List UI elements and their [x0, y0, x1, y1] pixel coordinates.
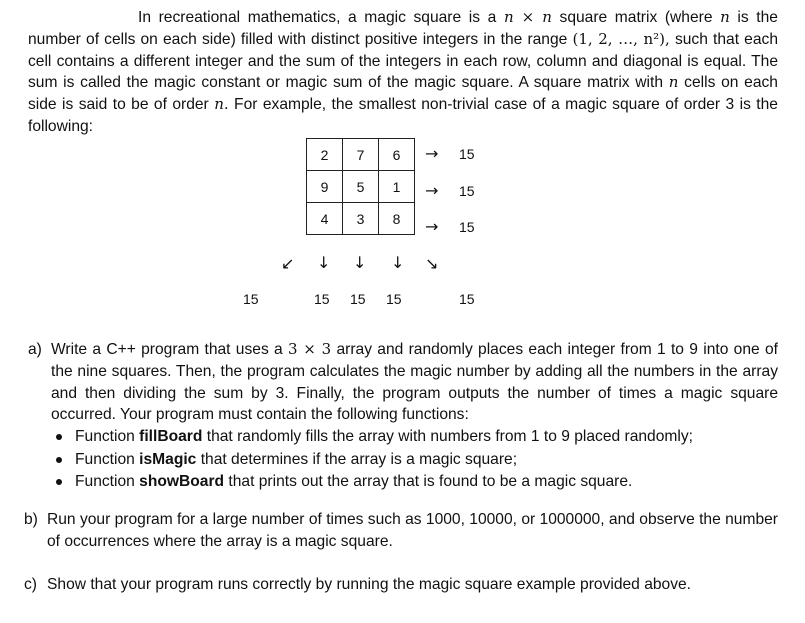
math-n-by-n: n × n	[503, 8, 552, 26]
part-b	[24, 509, 778, 553]
math-n: n	[720, 8, 730, 26]
row-sum: 15	[459, 219, 475, 235]
part-a-body	[51, 339, 778, 493]
grid-cell: 4	[307, 203, 343, 235]
arrow-right-icon: →	[425, 144, 439, 163]
column-sum: 15	[314, 291, 330, 307]
function-desc: that randomly fills the array with numbers from 1 to 9 placed randomly;	[206, 428, 693, 446]
function-name: showBoard	[139, 473, 225, 490]
list-item	[51, 449, 778, 471]
function-name: isMagic	[139, 450, 197, 468]
part-b-body: Run your program for a large number of times such as 1000, 10000, or 1000000, and observe the number of occurrences where the array is a magic square.	[47, 511, 778, 550]
part-a-text: array and randomly places each integer from 1 to 9 into one of the nine squares. Then, the program calculates the magic number by adding all the numbers in the array and then dividing the sum by 3. Finally, the program outputs the number of times a magic square occurred. Your program must contain the following functions:	[51, 341, 778, 424]
arrow-down-icon: ↓	[317, 253, 331, 272]
part-c-body: Show that your program runs correctly by running the magic square example provided above.	[47, 576, 692, 593]
grid-cell: 6	[379, 139, 415, 171]
part-c	[24, 574, 778, 596]
math-n: n.	[214, 95, 229, 114]
grid-cell: 7	[343, 139, 379, 171]
list-item	[51, 426, 778, 448]
math-dims: 3 × 3	[288, 340, 332, 358]
part-c-label: c)	[24, 576, 37, 593]
grid-cell: 3	[343, 203, 379, 235]
list-item	[51, 471, 778, 493]
grid-row	[307, 139, 415, 171]
arrow-down-icon: ↓	[353, 253, 367, 272]
function-desc: that prints out the array that is found to be a magic square.	[228, 473, 633, 490]
magic-square-grid	[306, 138, 415, 235]
arrow-down-icon: ↓	[391, 253, 405, 272]
function-prefix: Function	[75, 473, 135, 490]
function-prefix: Function	[75, 450, 135, 468]
part-b-label: b)	[24, 511, 38, 528]
function-prefix: Function	[75, 428, 135, 446]
intro-paragraph	[28, 7, 778, 138]
grid-row	[307, 203, 415, 235]
grid-cell: 1	[379, 171, 415, 203]
column-sum: 15	[350, 291, 366, 307]
part-a-label: a)	[28, 341, 42, 358]
grid-cell: 9	[307, 171, 343, 203]
intro-text: cells on each side is said to be of order	[28, 74, 778, 114]
column-sum: 15	[386, 291, 402, 307]
intro-text: For example, the smallest non-trivial case of a magic square of order 3 is the following:	[28, 96, 778, 135]
main-diagonal-sum: 15	[459, 291, 475, 307]
arrow-right-icon: →	[425, 181, 439, 200]
intro-text: In recreational mathematics, a magic square is a	[138, 9, 497, 26]
grid-cell: 2	[307, 139, 343, 171]
math-range: (1, 2, …, n²),	[572, 29, 670, 48]
grid-cell: 8	[379, 203, 415, 235]
arrow-down-right-icon: ↘	[425, 254, 439, 273]
function-desc: that determines if the array is a magic square;	[200, 450, 518, 468]
row-sum: 15	[459, 183, 475, 199]
grid-cell: 5	[343, 171, 379, 203]
function-list	[51, 426, 778, 493]
function-name: fillBoard	[139, 428, 203, 446]
intro-text: is the number of cells on each side) filled with distinct positive integers in the range	[28, 9, 778, 48]
arrow-down-left-icon: ↙	[281, 254, 295, 273]
arrow-right-icon: →	[425, 217, 439, 236]
intro-text: such that each cell contains a different integer and the sum of the integers in each row, column and diagonal is equal. The sum is called the magic constant or magic sum of the magic square. A square matrix with	[28, 30, 778, 92]
intro-text: square matrix (where	[559, 9, 713, 26]
part-a	[28, 339, 778, 493]
grid-row	[307, 171, 415, 203]
part-a-text: Write a C++ program that uses a	[51, 341, 283, 358]
row-sum: 15	[459, 146, 475, 162]
anti-diagonal-sum: 15	[243, 291, 259, 307]
math-n: n	[668, 73, 679, 92]
